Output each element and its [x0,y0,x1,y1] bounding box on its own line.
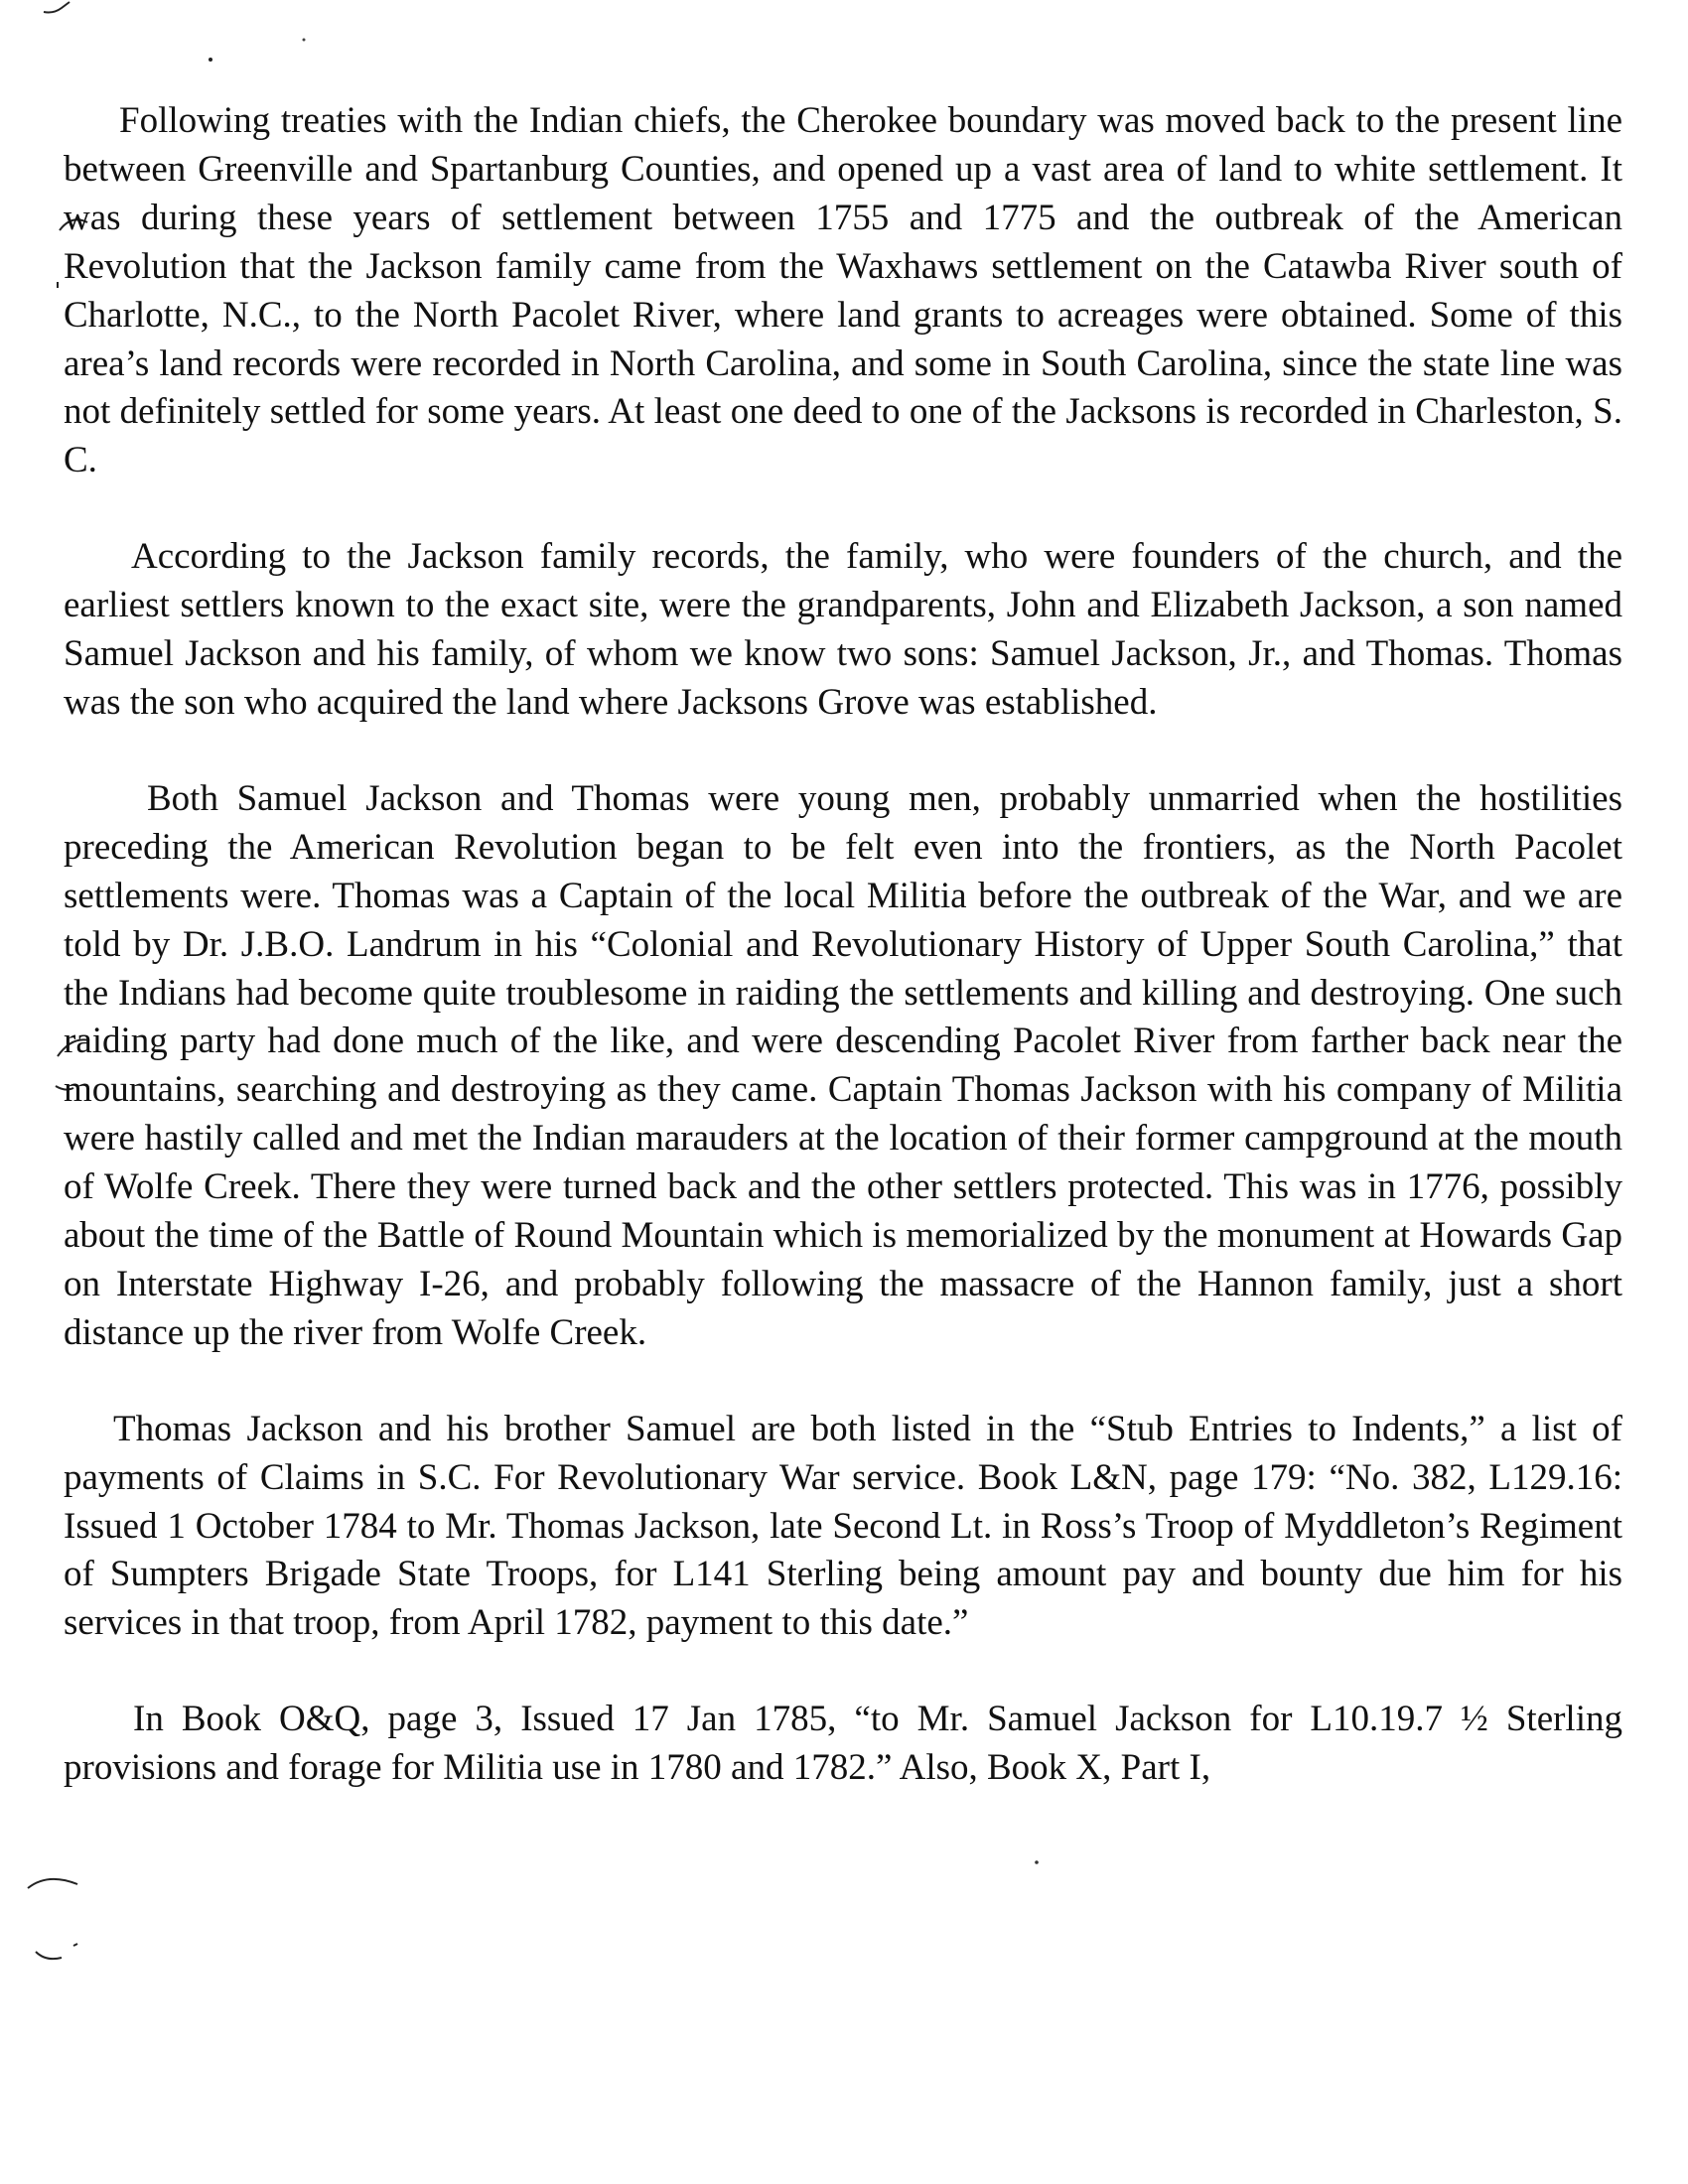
scan-mark-margin-3 [22,1866,91,1976]
document-body [64,97,1622,1841]
paragraph-1: Following treaties with the Indian chiefs, the Cherokee boundary was moved back to the present line between Greenville and Spartanburg Counties, and opened up a vast area of land to white settlement. It was during these years of settlement between 1755 and 1775 and the outbreak of the American Revolution that the Jackson family came from the Waxhaws settlement on the Catawba River south of Charlotte, N.C., to the North Pacolet River, where land grants to acreages were obtained. Some of this area’s land records were recorded in North Carolina, and some in South Carolina, since the state line was not definitely settled for some years. At least one deed to one of the Jacksons is recorded in Charleston, S. C. [64,100,1622,481]
paragraph-2: According to the Jackson family records, the family, who were founders of the church, and the earliest settlers known to the exact site, were the grandparents, John and Elizabeth Jackson, a son named Samuel Jackson and his family, of whom we know two sons: Samuel Jackson, Jr., and Thomas. Thomas was the son who acquired the land where Jacksons Grove was established. [64,536,1622,723]
scan-dot-top [207,56,214,64]
paragraph-5: In Book O&Q, page 3, Issued 17 Jan 1785, “to Mr. Samuel Jackson for L10.19.7 ½ Sterling provisions and forage for Militia use in 1780 and 1782.” Also, Book X, Part I, [64,1699,1622,1789]
scan-dot-top-2 [300,36,308,44]
paragraph-4: Thomas Jackson and his brother Samuel are both listed in the “Stub Entries to Indents,” a list of payments of Claims in S.C. For Revolutionary War service. Book L&N, page 179: “No. 382, L129.16: Issued 1 October 1784 to Mr. Thomas Jackson, late Second Lt. in Ross’s Troop of Myddleton’s Regiment of Sumpters Brigade State Troops, for L141 Sterling being amount pay and bounty due him for his services in that troop, from April 1782, payment to this date.” [64,1408,1622,1644]
paragraph-3: Both Samuel Jackson and Thomas were young men, probably unmarried when the hostilities preceding the American Revolution began to be felt even into the frontiers, as the North Pacolet settlements were. Thomas was a Captain of the local Militia before the outbreak of the War, and we are told by Dr. J.B.O. Landrum in his “Colonial and Revolutionary History of Upper South Carolina,” that the Indians had become quite troublesome in raiding the settlements and killing and destroying. One such raiding party had done much of the like, and were descending Pacolet River from farther back near the mountains, searching and destroying as they came. Captain Thomas Jackson with his company of Militia were hastily called and met the Indian marauders at the location of their former campground at the mouth of Wolfe Creek. There they were turned back and the other settlers protected. This was in 1776, possibly about the time of the Battle of Round Mountain which is memorialized by the monument at Howards Gap on Interstate Highway I-26, and probably following the massacre of the Hannon family, just a short distance up the river from Wolfe Creek. [64,777,1622,1353]
scan-mark-top-left [40,0,79,20]
scan-dot-mid [1033,1858,1041,1866]
